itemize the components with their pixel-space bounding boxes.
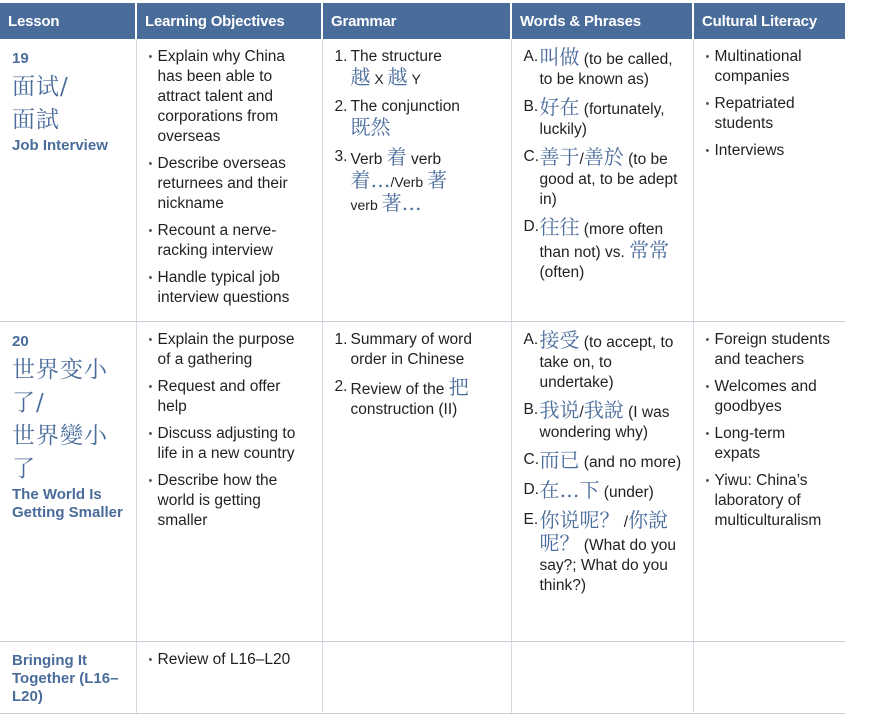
item-marker: D. [523, 218, 539, 235]
item-marker: 1. [334, 331, 348, 348]
item-text: (more often than not) vs. [539, 221, 664, 261]
table-row [0, 642, 845, 714]
item-text: verb [406, 151, 442, 168]
grammar-cell [322, 322, 511, 642]
list-item: • Repatriated students [706, 94, 836, 134]
list-item: • Request and offer help [149, 377, 312, 417]
lesson-cell [0, 39, 136, 322]
curriculum-table [0, 3, 845, 714]
list-item: • Describe overseas returnees and their nickname [149, 154, 312, 214]
list-item: • Interviews [706, 141, 836, 161]
list-item: • Explain why China has been able to attract talent and corporations from overseas [149, 47, 312, 147]
item-text: / [579, 151, 584, 168]
chinese-term: 叫做 [539, 45, 580, 69]
chinese-term: 我說 [583, 398, 624, 422]
header-row [0, 3, 845, 39]
item-text: / [619, 514, 629, 531]
words-cell [511, 322, 693, 642]
chinese-term: 善于 [539, 145, 580, 169]
header-grammar: Grammar [322, 3, 511, 39]
list-item [335, 97, 501, 140]
item-marker: A. [523, 331, 539, 348]
list-item: • Handle typical job interview questions [149, 268, 312, 308]
objectives-cell [136, 39, 322, 322]
item-marker: E. [523, 511, 539, 528]
list-item [524, 147, 683, 210]
item-marker: C. [523, 451, 539, 468]
lesson-title-simplified: 面试/ [12, 74, 69, 100]
list-item: • Long-term expats [706, 424, 836, 464]
culture-cell [693, 39, 845, 322]
lesson-cell [0, 322, 136, 642]
list-item [524, 330, 683, 393]
header-culture: Cultural Literacy [693, 3, 845, 39]
lesson-number: 19 [12, 50, 29, 67]
grammar-cell [322, 39, 511, 322]
list-item [335, 330, 501, 370]
lesson-title-traditional: 面試 [12, 107, 60, 133]
chinese-term: 把 [448, 375, 469, 399]
item-marker: A. [523, 48, 539, 65]
item-text: (under) [599, 484, 654, 501]
item-text: The structure [350, 48, 442, 65]
item-marker: 3. [334, 148, 348, 165]
list-item [524, 217, 683, 283]
item-text: X [370, 71, 388, 87]
chinese-term: 越 [387, 65, 408, 89]
list-item [524, 47, 683, 90]
chinese-term: 着 [386, 145, 407, 169]
lesson-title-english: The World Is Getting Smaller [12, 486, 123, 521]
culture-cell [693, 642, 845, 714]
item-text: The conjunction [350, 98, 460, 115]
item-marker: C. [523, 148, 539, 165]
item-marker: B. [523, 98, 539, 115]
item-text: (and no more) [579, 454, 682, 471]
item-text: (to be called, to be known as) [539, 51, 673, 88]
chinese-term: 往往 [539, 215, 580, 239]
list-item [335, 47, 501, 90]
item-text: (fortunately, luckily) [539, 101, 665, 138]
list-item [335, 377, 501, 420]
item-text: Review of the [350, 381, 449, 398]
objectives-cell [136, 322, 322, 642]
chinese-term: 常常 [629, 238, 670, 262]
list-item: • Describe how the world is getting smaller [149, 471, 312, 531]
item-text: Summary of word order in Chinese [350, 331, 472, 368]
item-text: Y [407, 71, 421, 87]
table-row [0, 322, 845, 642]
chinese-term: 我说 [539, 398, 580, 422]
chinese-term: 既然 [350, 115, 391, 139]
lesson-number: 20 [12, 333, 29, 350]
item-marker: B. [523, 401, 539, 418]
chinese-term: 好在 [539, 95, 580, 119]
item-text: verb [350, 197, 382, 213]
list-item [524, 480, 683, 503]
list-item [524, 450, 683, 473]
lesson-title-traditional: 世界變小了 [12, 423, 108, 482]
chinese-term: 在…下 [539, 478, 600, 502]
table-row [0, 39, 845, 322]
item-marker: 1. [334, 48, 348, 65]
chinese-term: 你說呢？ [539, 508, 669, 555]
item-text: Verb [350, 151, 387, 168]
item-text: (to be good at, to be adept in) [539, 151, 678, 208]
header-lesson: Lesson [0, 3, 136, 39]
list-item: • Review of L16–L20 [149, 650, 312, 670]
item-text: (I was wondering why) [539, 404, 670, 441]
list-item: • Welcomes and goodbyes [706, 377, 836, 417]
lesson-title-simplified: 世界变小了/ [12, 357, 108, 416]
list-item [524, 510, 683, 596]
lesson-title-english: Bringing It Together (L16–L20) [12, 652, 119, 705]
list-item [524, 400, 683, 443]
item-text: construction (II) [350, 401, 458, 418]
list-item: • Foreign students and teachers [706, 330, 836, 370]
header-words: Words & Phrases [511, 3, 693, 39]
culture-cell [693, 322, 845, 642]
item-marker: 2. [334, 98, 348, 115]
chinese-term: 而已 [539, 448, 580, 472]
item-marker: 2. [334, 378, 348, 395]
list-item: • Recount a nerve-racking interview [149, 221, 312, 261]
objectives-cell [136, 642, 322, 714]
lesson-title-english: Job Interview [12, 137, 108, 154]
list-item: • Yiwu: China’s laboratory of multiculturalism [706, 471, 836, 531]
chinese-term: 善於 [583, 145, 624, 169]
item-text: (often) [539, 264, 585, 281]
chinese-term: 著… [381, 191, 422, 215]
chinese-term: 你说呢？ [539, 508, 620, 532]
list-item: • Explain the purpose of a gathering [149, 330, 312, 370]
chinese-term: 着… [350, 168, 391, 192]
list-item: • Discuss adjusting to life in a new country [149, 424, 312, 464]
chinese-term: 接受 [539, 328, 580, 352]
list-item: • Multinational companies [706, 47, 836, 87]
header-objectives: Learning Objectives [136, 3, 322, 39]
item-text: (to accept, to take on, to undertake) [539, 334, 674, 391]
words-cell [511, 642, 693, 714]
item-text: (What do you say?; What do you think?) [539, 537, 676, 594]
list-item [524, 97, 683, 140]
grammar-cell [322, 642, 511, 714]
item-text: / [579, 404, 584, 421]
item-marker: D. [523, 481, 539, 498]
chinese-term: 著 [427, 168, 448, 192]
chinese-term: 越 [350, 65, 371, 89]
item-text: /Verb [390, 174, 428, 190]
lesson-cell [0, 642, 136, 714]
list-item [335, 147, 501, 216]
words-cell [511, 39, 693, 322]
